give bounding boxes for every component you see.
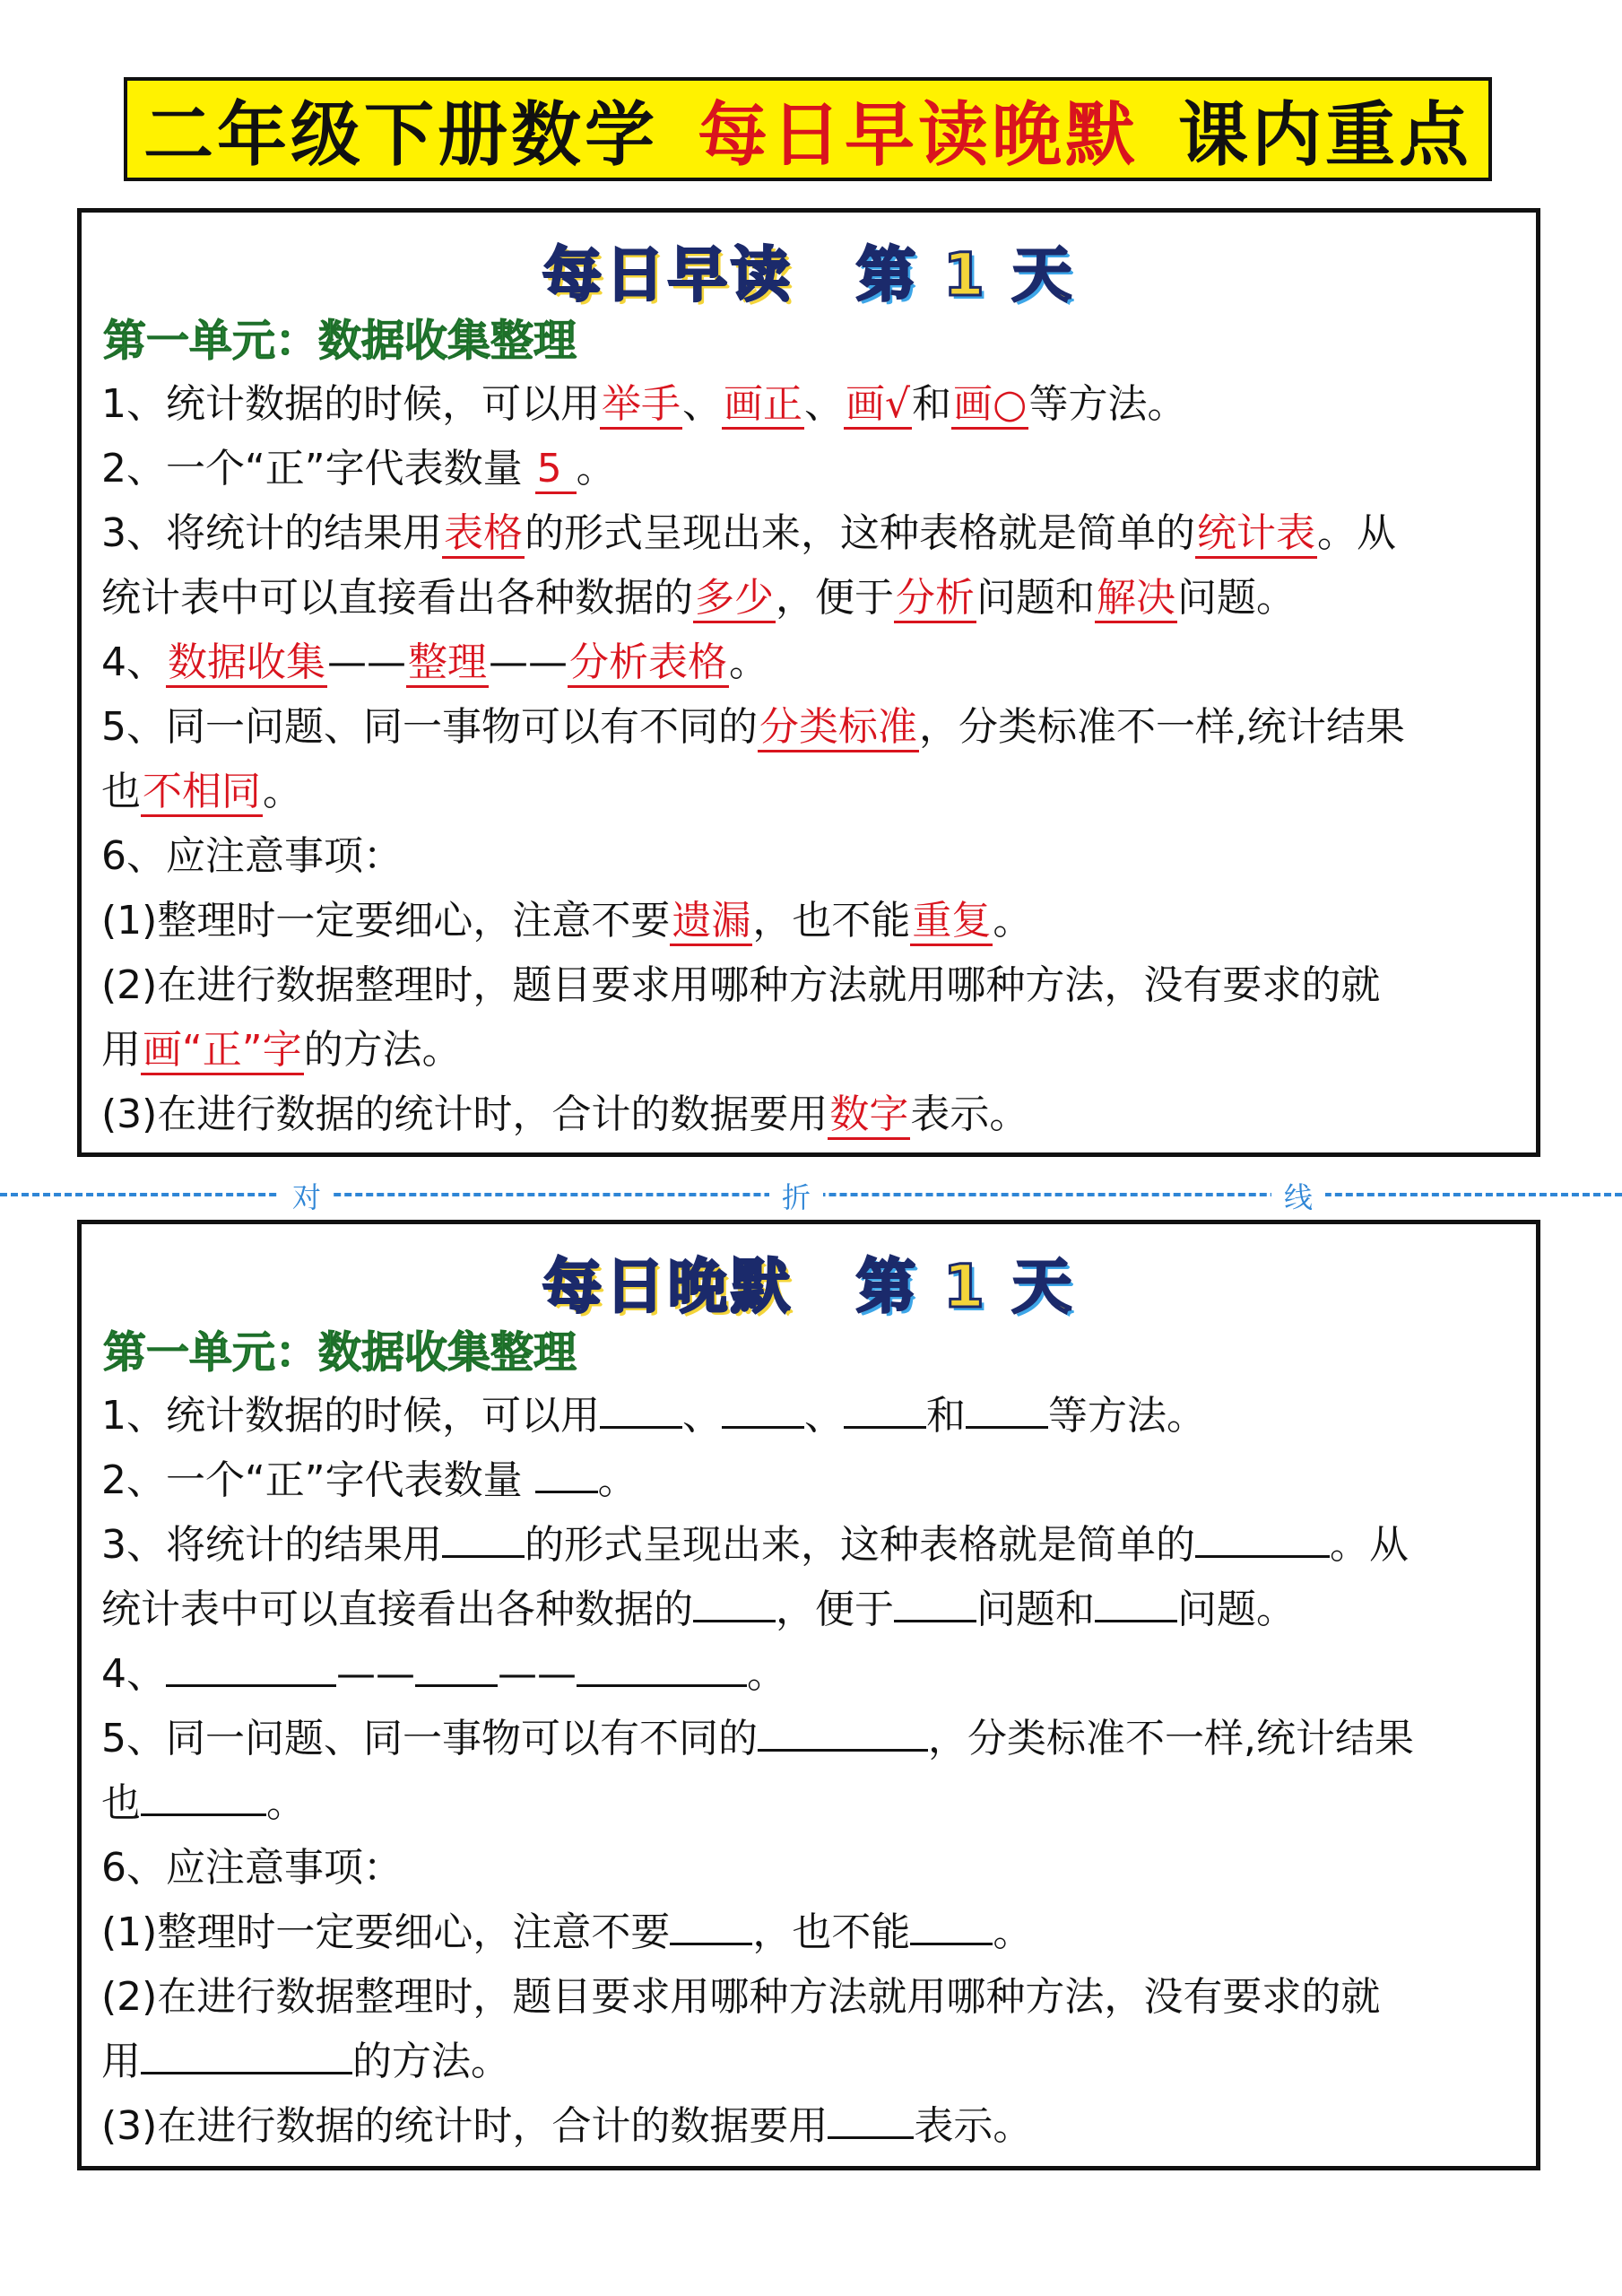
answer: 统计表 [1195, 510, 1317, 559]
morning-content [101, 372, 1523, 1147]
text: ，分类标准不一样,统计结果 [919, 704, 1405, 750]
text: (2)在进行数据整理时，题目要求用哪种方法就用哪种方法，没有要求的就 [101, 1974, 1381, 2020]
evening-line-10 [101, 1965, 1523, 2030]
text: 1、统计数据的时候，可以用 [101, 381, 600, 427]
text: (3)在进行数据的统计时，合计的数据要用 [101, 1091, 828, 1137]
morning-line-9 [101, 889, 1523, 953]
blank[interactable] [577, 1648, 747, 1687]
text: 也 [101, 1780, 141, 1826]
answer: 不相同 [141, 769, 263, 817]
blank[interactable] [600, 1390, 682, 1429]
answer: 表格 [442, 510, 525, 559]
text: 等方法。 [1028, 381, 1187, 427]
answer: 5 [535, 446, 577, 494]
evening-line-9 [101, 1900, 1523, 1965]
text: 。 [993, 898, 1033, 944]
text: 4、 [101, 639, 166, 685]
morning-header-title: 每日早读 [542, 240, 794, 309]
text: 。从 [1330, 1522, 1409, 1568]
text: (3)在进行数据的统计时，合计的数据要用 [101, 2103, 828, 2149]
evening-dictation-panel [77, 1220, 1540, 2170]
text: 5、同一问题、同一事物可以有不同的 [101, 704, 758, 750]
text: 问题。 [1177, 1587, 1296, 1632]
title-part2: 每日早读晚默 [697, 95, 1139, 176]
morning-line-6 [101, 695, 1523, 760]
blank[interactable] [910, 1907, 993, 1945]
text: 6、应注意事项： [101, 1845, 403, 1891]
blank[interactable] [535, 1455, 598, 1493]
text: 表示。 [910, 1091, 1029, 1137]
title-part3: 课内重点 [1178, 95, 1473, 176]
text: 问题和 [976, 575, 1095, 621]
evening-header [82, 1239, 1536, 1324]
evening-line-6 [101, 1707, 1523, 1771]
text: 、 [682, 1393, 722, 1439]
blank[interactable] [670, 1907, 752, 1945]
morning-line-10 [101, 953, 1523, 1018]
evening-line-12 [101, 2094, 1523, 2159]
evening-header-day: 第 1 天 [856, 1252, 1075, 1321]
text: 等方法。 [1048, 1393, 1206, 1439]
text: 。 [729, 639, 768, 685]
morning-line-11 [101, 1018, 1523, 1083]
evening-line-3 [101, 1513, 1523, 1578]
text: 、 [682, 381, 722, 427]
answer: 分析 [894, 575, 976, 623]
text: —— [336, 1651, 415, 1697]
text: 统计表中可以直接看出各种数据的 [101, 1587, 693, 1632]
morning-line-5 [101, 631, 1523, 695]
text: 问题和 [976, 1587, 1095, 1632]
text: 表示。 [914, 2103, 1033, 2149]
answer: 重复 [910, 898, 993, 946]
answer: 画√ [844, 381, 912, 430]
answer: 数字 [828, 1091, 910, 1140]
morning-line-7 [101, 760, 1523, 824]
evening-line-8 [101, 1836, 1523, 1900]
text: 、 [804, 381, 844, 427]
text: 2、一个“正”字代表数量 [101, 446, 535, 491]
text: ，便于 [776, 1587, 894, 1632]
text: 2、一个“正”字代表数量 [101, 1457, 535, 1503]
blank[interactable] [722, 1390, 804, 1429]
text: 用 [101, 2039, 141, 2084]
blank[interactable] [415, 1648, 498, 1687]
text: 、 [804, 1393, 844, 1439]
evening-line-5 [101, 1642, 1523, 1707]
blank[interactable] [966, 1390, 1048, 1429]
fold-line [0, 1175, 1622, 1214]
answer: 数据收集 [166, 639, 327, 688]
fold-char-2: 折 [769, 1175, 823, 1216]
answer: 遗漏 [670, 898, 752, 946]
answer: 画“正”字 [141, 1027, 304, 1075]
evening-line-1 [101, 1384, 1523, 1448]
blank[interactable] [1095, 1584, 1177, 1622]
text: (1)整理时一定要细心，注意不要 [101, 1909, 671, 1955]
text: 也 [101, 769, 141, 814]
text: 。 [993, 1909, 1033, 1955]
morning-reading-panel [77, 208, 1540, 1157]
blank[interactable] [166, 1648, 336, 1687]
page-title [124, 77, 1492, 181]
text: 。 [263, 769, 302, 814]
title-part1: 二年级下册数学 [143, 95, 658, 176]
text: 的形式呈现出来，这种表格就是简单的 [525, 510, 1195, 556]
text: 统计表中可以直接看出各种数据的 [101, 575, 693, 621]
evening-line-7 [101, 1771, 1523, 1836]
answer: 分类标准 [758, 704, 919, 752]
text: 3、将统计的结果用 [101, 510, 442, 556]
text: 。 [597, 1457, 638, 1503]
morning-line-4 [101, 566, 1523, 631]
text: —— [489, 639, 568, 685]
morning-line-12 [101, 1083, 1523, 1147]
blank[interactable] [894, 1584, 976, 1622]
text: 的形式呈现出来，这种表格就是简单的 [525, 1522, 1195, 1568]
text: —— [498, 1651, 577, 1697]
morning-header-day: 第 1 天 [856, 240, 1075, 309]
text: ，也不能 [752, 1909, 911, 1955]
evening-line-4 [101, 1578, 1523, 1642]
answer: 分析表格 [568, 639, 729, 688]
text: 的方法。 [352, 2039, 510, 2084]
text: 。从 [1317, 510, 1396, 556]
answer: 整理 [406, 639, 489, 688]
evening-line-11 [101, 2030, 1523, 2094]
answer: 画○ [951, 381, 1028, 430]
blank[interactable] [442, 1519, 525, 1558]
blank[interactable] [141, 1778, 266, 1816]
evening-header-title: 每日晚默 [542, 1252, 794, 1321]
text: 的方法。 [303, 1027, 462, 1073]
text: 5、同一问题、同一事物可以有不同的 [101, 1716, 758, 1761]
text: 3、将统计的结果用 [101, 1522, 442, 1568]
blank[interactable] [141, 2036, 352, 2074]
blank[interactable] [1195, 1519, 1330, 1558]
morning-line-8 [101, 824, 1523, 889]
morning-line-3 [101, 501, 1523, 566]
answer: 解决 [1095, 575, 1177, 623]
text: 1、统计数据的时候，可以用 [101, 1393, 600, 1439]
morning-header [82, 227, 1536, 312]
text: ，便于 [776, 575, 894, 621]
text: 问题。 [1177, 575, 1296, 621]
text: 4、 [101, 1651, 166, 1697]
evening-line-2 [101, 1448, 1523, 1513]
morning-unit-title: 第一单元：数据收集整理 [103, 316, 577, 366]
text: ，也不能 [752, 898, 911, 944]
fold-char-3: 线 [1271, 1175, 1325, 1216]
blank[interactable] [828, 2100, 914, 2139]
evening-content [101, 1384, 1523, 2159]
text: 。 [576, 446, 616, 491]
text: 用 [101, 1027, 141, 1073]
text: (1)整理时一定要细心，注意不要 [101, 898, 671, 944]
morning-line-1 [101, 372, 1523, 437]
blank[interactable] [844, 1390, 926, 1429]
text: 6、应注意事项： [101, 833, 403, 879]
answer: 举手 [600, 381, 682, 430]
text: —— [327, 639, 406, 685]
text: 。 [266, 1780, 306, 1826]
blank[interactable] [693, 1584, 776, 1622]
fold-char-1: 对 [280, 1175, 334, 1216]
text: 。 [747, 1651, 786, 1697]
evening-unit-title: 第一单元：数据收集整理 [103, 1327, 577, 1378]
text: ，分类标准不一样,统计结果 [928, 1716, 1414, 1761]
blank[interactable] [758, 1713, 928, 1752]
text: 和 [926, 1393, 966, 1439]
morning-line-2 [101, 437, 1523, 501]
answer: 多少 [693, 575, 776, 623]
text: (2)在进行数据整理时，题目要求用哪种方法就用哪种方法，没有要求的就 [101, 962, 1381, 1008]
answer: 画正 [722, 381, 804, 430]
text: 和 [912, 381, 952, 427]
